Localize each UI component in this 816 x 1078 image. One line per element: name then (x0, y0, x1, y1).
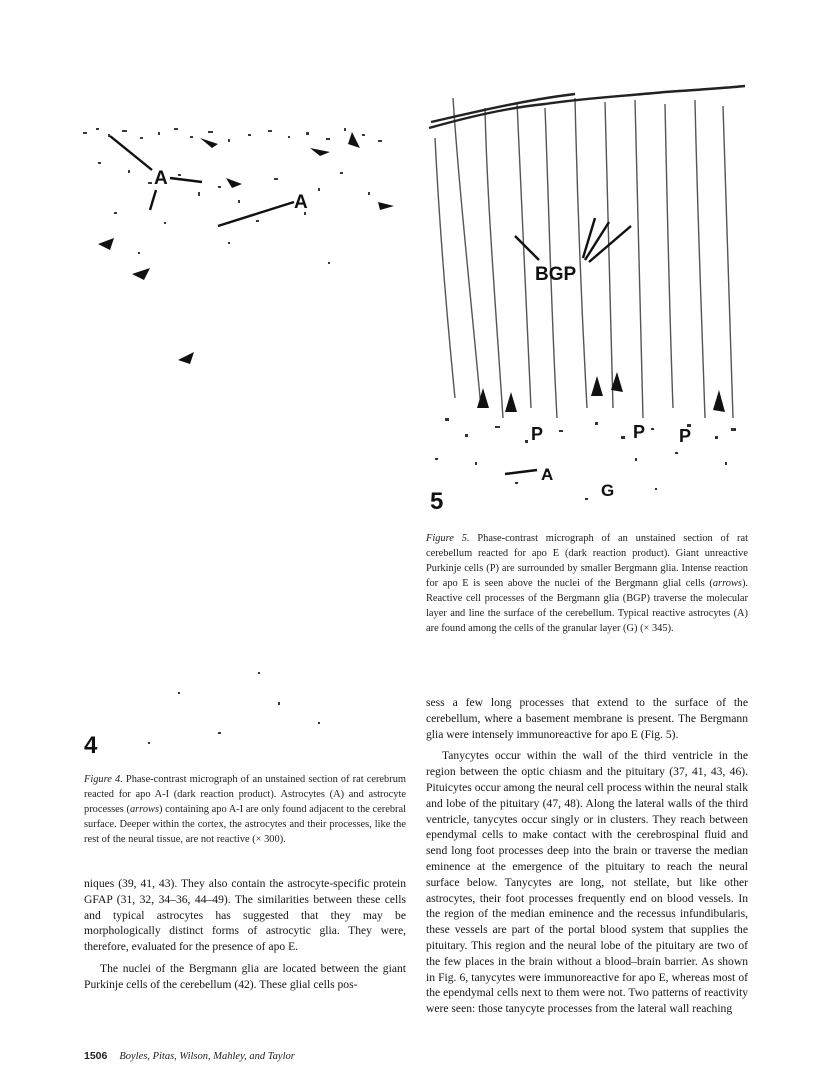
figure-5-caption (426, 531, 748, 636)
figure-4-panel-number: 4 (84, 732, 98, 759)
page-number: 1506 (84, 1050, 108, 1062)
figure-4-label-a1: A (154, 168, 168, 189)
figure-5-label-p2: P (633, 422, 646, 442)
figure-5-caption-text: Phase-contrast micrograph of an unstained section of rat cerebellum reacted for apo E (dark reaction product). Giant unreactive Purkinje cells (P) are surrounded by smaller Bergmann glia. Intense reaction for apo E is seen above the nuclei of the Bergmann glial cells ( (426, 533, 748, 589)
figure-5-label-p3: P (679, 426, 692, 446)
figure-5-panel-number: 5 (430, 488, 444, 515)
figure-4-caption-arrows: arrows (129, 804, 160, 815)
right-paragraph-2: Tanycytes occur within the wall of the third ventricle in the region between the optic chiasm and the pituitary (37, 41, 43, 46). Pituicytes occur among the neural cell process within the neural stalk and lobe of the pituitary (47, 48). Along the lateral walls of the third ventricle, tanycytes occur singly or in clusters. They reach between ependymal cells to make contact with the cerebrospinal fluid and send long foot processes deep into the brain or traverse the median eminence at the emergence of the pituitary to reach the neural surface below. Tanycytes are long, not stellate, but like other astrocytes, their foot processes frequently end on blood vessels. In the region of the median eminence and the recessus infundibularis, these vessels are part of the portal blood system that supplies the pituitary. This region and the neural lobe of the pituitary are two of the few places in the brain without a blood–brain barrier. As shown in Fig. 6, tanycytes were immunoreactive for apo E, whereas most of the ependymal cells next to them were not. Two patterns of reactivity were seen: those tanycyte processes from the lateral wall reaching (426, 749, 748, 1016)
figure-5-label-bgp: BGP (535, 264, 577, 285)
right-paragraph-1: sess a few long processes that extend to the surface of the cerebellum, where a basement membrane is present. The Bergmann glia were intensely immunoreactive for apo E (Fig. 5). (426, 696, 748, 741)
left-paragraph-2: The nuclei of the Bergmann glia are located between the giant Purkinje cells of the cerebellum (42). These glial cells pos- (84, 961, 406, 991)
figure-4-caption-text: Phase-contrast micrograph of an unstained section of rat cerebrum reacted for apo A-I (dark reaction product). Astrocytes (A) and astrocyte processes ( (84, 774, 406, 815)
figure-4-caption (84, 772, 406, 847)
figure-4-caption-text-2: ) containing apo A-I are only found adjacent to the cerebral surface. Deeper within the cortex, the astrocytes and their processes, like the rest of the neural tissue, are not reactive (× 300). (84, 804, 406, 845)
figure-5-caption-arrows: arrows (712, 578, 742, 589)
figure-5-micrograph (425, 78, 748, 518)
figure-4-micrograph (78, 92, 408, 762)
right-column (426, 695, 748, 1017)
figure-4-label-a2: A (294, 192, 308, 213)
left-column (84, 876, 406, 993)
page-footer (84, 1050, 584, 1062)
figure-5-caption-title: Figure 5. (426, 533, 470, 544)
figure-5-label-g: G (601, 481, 615, 500)
figure-5-label-p1: P (531, 424, 544, 444)
figure-5-caption-text-2: ). Reactive cell processes of the Bergmann glia (BGP) traverse the molecular layer and line the surface of the cerebellum. Typical reactive astrocytes (A) are found among the cells of the granular layer (G) (× 345). (426, 578, 748, 634)
figure-4-caption-title: Figure 4. (84, 774, 123, 785)
figure-5-image (425, 78, 748, 518)
footer-authors: Boyles, Pitas, Wilson, Mahley, and Taylor (119, 1051, 295, 1062)
figure-5-label-a: A (541, 465, 554, 484)
figure-4-image (78, 92, 408, 762)
left-paragraph-1: niques (39, 41, 43). They also contain the astrocyte-specific protein GFAP (31, 32, 34–36, 44–49). The similarities between these cells and typical astrocytes has suggested that they may be morphologically distinct forms of astrocytic glia. They were, therefore, evaluated for the presence of apo E. (84, 877, 406, 954)
